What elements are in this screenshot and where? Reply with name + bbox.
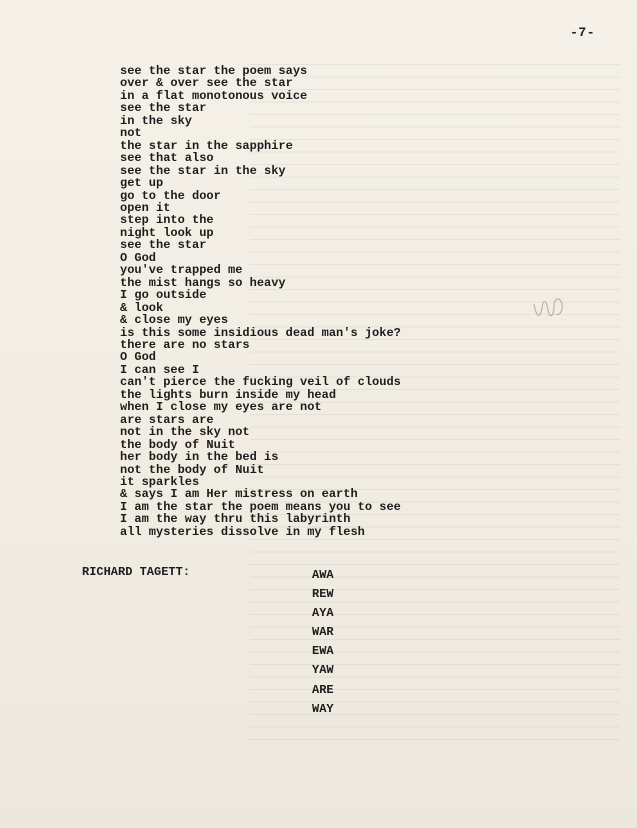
poem-line: O God [120,250,157,265]
anagram-word: AWA [312,568,334,582]
anagram-word: ARE [312,682,334,697]
poem-line: go to the door [120,188,221,203]
poem-line: when I close my eyes are not [120,400,322,415]
poem-line: I am the star the poem means you to see [120,499,401,514]
poem-line: see the star [120,238,207,253]
poem-line: are stars are [120,412,214,427]
poem-line: open it [120,200,171,215]
poem-line: & says I am Her mistress on earth [120,487,358,502]
poem-line: the body of Nuit [120,437,236,452]
poem-line: not in the sky not [120,425,250,440]
pencil-scribble-mark [530,290,570,326]
poem-line: see the star the poem says [120,64,308,78]
poem-line: can't pierce the fucking veil of clouds [120,375,401,390]
poem-line: you've trapped me [120,263,243,278]
poem-line: step into the [120,213,214,228]
poem [120,65,401,538]
poem-line: her body in the bed is [120,450,279,465]
poem-line: the mist hangs so heavy [120,275,286,290]
author-name: RICHARD TAGETT: [82,565,191,579]
poem-line: I am the way thru this labyrinth [120,512,351,527]
poem-line: & look [120,300,164,315]
anagram-word: WAY [312,701,334,716]
anagram-column [312,566,334,719]
poem-line: I can see I [120,362,200,377]
page-number: -7- [570,25,595,40]
poem-line: see the star [120,101,207,116]
poem-line: not the body of Nuit [120,462,265,477]
poem-line: the star in the sapphire [120,138,293,153]
poem-line: over & over see the star [120,76,293,91]
poem-line: there are no stars [120,337,250,352]
poem-line: I go outside [120,288,207,303]
anagram-word: EWA [312,644,334,659]
poem-line: it sparkles [120,474,200,489]
anagram-word: AYA [312,606,334,621]
poem-line: get up [120,176,164,191]
poem-line: O God [120,350,157,365]
anagram-word: YAW [312,663,334,678]
poem-line: & close my eyes [120,313,229,328]
poem-line: the lights burn inside my head [120,387,337,402]
poem-line: all mysteries dissolve in my flesh [120,524,365,539]
poem-line: in a flat monotonous voice [120,88,308,103]
poem-line: in the sky [120,113,193,128]
poem-line: see that also [120,151,214,166]
poem-line: see the star in the sky [120,163,286,178]
poem-line: night look up [120,225,214,240]
poem-line: is this some insidious dead man's joke? [120,325,401,340]
anagram-word: REW [312,587,334,602]
anagram-word: WAR [312,625,334,640]
poem-line: not [120,126,142,141]
